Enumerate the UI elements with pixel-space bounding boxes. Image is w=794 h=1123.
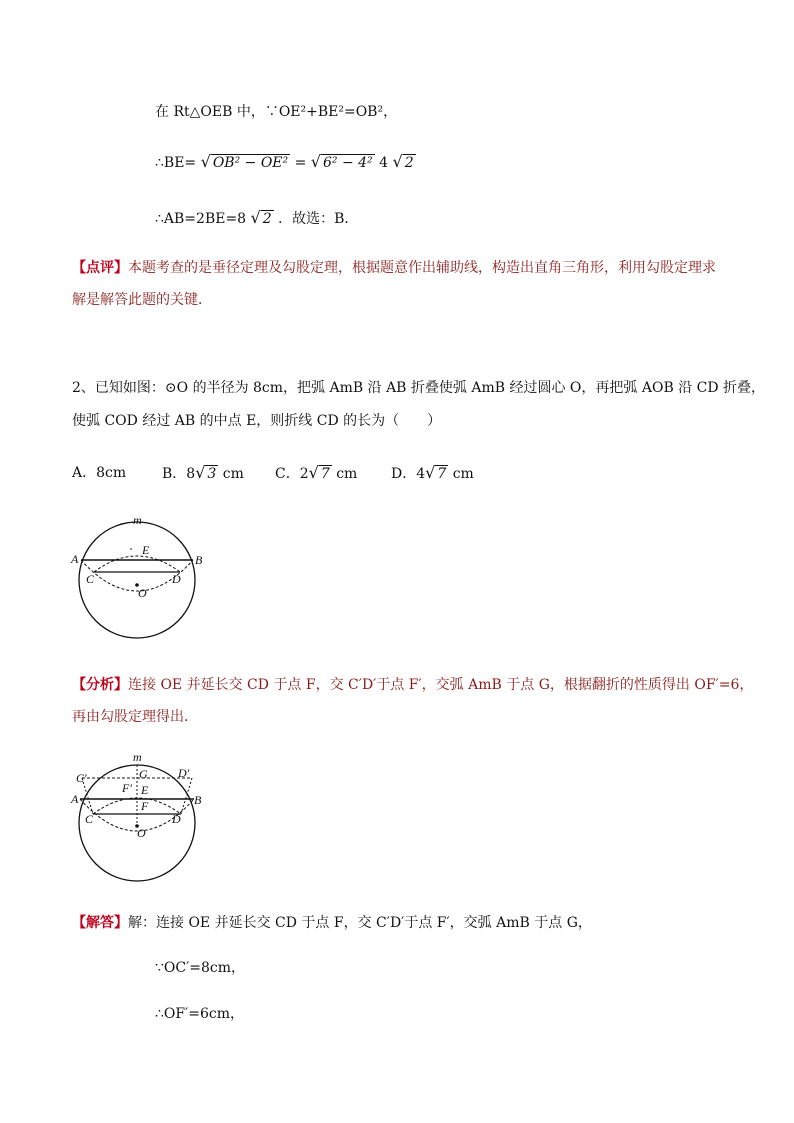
answer-line-3 xyxy=(155,1004,244,1024)
sqrt-ob-oe: √ OB² − OE² xyxy=(200,152,289,171)
comment-line-2 xyxy=(72,290,212,310)
label-f: F xyxy=(141,799,149,813)
be-prefix: ∴BE= xyxy=(155,155,197,171)
solution-line-1 xyxy=(155,102,397,122)
answer-text-2: ∵OC′=8cm， xyxy=(155,960,246,976)
circle-fold-figure-1 xyxy=(68,510,208,645)
answer-tag: 【解答】 xyxy=(72,915,128,931)
analysis-line-1 xyxy=(72,675,753,695)
circle-fold-figure-2 xyxy=(68,748,208,888)
label-c: C xyxy=(86,572,95,586)
label-g: G xyxy=(139,767,148,781)
question-line-1 xyxy=(72,378,765,398)
option-c-rad: 7 xyxy=(320,466,330,482)
option-c-sqrt: √ 7 xyxy=(308,463,330,482)
option-d xyxy=(391,463,474,484)
analysis-line-2 xyxy=(72,707,198,727)
label-c-2: C xyxy=(85,812,94,826)
option-d-prefix: D．4 xyxy=(391,466,426,482)
label-f-prime: F′ xyxy=(122,781,132,795)
solution-line-3 xyxy=(155,208,358,229)
label-d-prime: D′ xyxy=(178,766,190,780)
label-e-2: E xyxy=(141,783,149,797)
option-a xyxy=(72,463,126,483)
option-b-prefix: B．8 xyxy=(162,466,196,482)
ab-prefix: ∴AB=2BE=8 xyxy=(155,211,247,227)
option-c-suffix: cm xyxy=(331,466,358,482)
sqrt-ob-oe-content: OB² − OE² xyxy=(212,155,289,171)
label-d-2: D xyxy=(172,812,181,826)
option-d-rad: 7 xyxy=(437,466,447,482)
answer-text-1: 解：连接 OE 并延长交 CD 于点 F，交 C′D′于点 F′，交弧 AmB 于点 G， xyxy=(128,915,592,931)
sqrt-2-content: 2 xyxy=(404,155,414,171)
sqrt-6-4: √ 6² − 4² xyxy=(310,152,373,171)
option-b-suffix: cm xyxy=(218,466,244,482)
answer-line-2 xyxy=(155,958,245,978)
label-m: m xyxy=(133,513,142,527)
option-b-sqrt: √ 3 xyxy=(195,463,217,482)
label-b: B xyxy=(195,553,203,567)
sqrt-2: √ 2 xyxy=(392,152,414,171)
label-a-2: A xyxy=(71,792,79,806)
be-value: 4 xyxy=(379,155,389,171)
label-d: D xyxy=(172,572,181,586)
analysis-tag: 【分析】 xyxy=(72,677,128,693)
sqrt-2-ab: √ 2 xyxy=(250,208,272,227)
sqrt-6-4-content: 6² − 4² xyxy=(322,155,373,171)
label-m-2: m xyxy=(133,750,142,764)
analysis-text-2: 再由勾股定理得出． xyxy=(72,709,198,725)
option-a-text: A．8cm xyxy=(72,465,127,481)
label-e: E xyxy=(142,543,150,557)
option-b-rad: 3 xyxy=(207,466,217,482)
analysis-text-1: 连接 OE 并延长交 CD 于点 F，交 C′D′于点 F′，交弧 AmB 于点 G，根据翻折的性质得出 OF′=6， xyxy=(128,677,754,693)
answer-text-3: ∴OF′=6cm， xyxy=(155,1006,245,1022)
solution-line-1-text: 在 Rt△OEB 中，∵OE²+BE²=OB²， xyxy=(155,104,398,120)
question-text-2: 使弧 COD 经过 AB 的中点 E，则折线 CD 的长为（ ） xyxy=(72,413,442,429)
sqrt-2-ab-content: 2 xyxy=(262,211,272,227)
label-o: O xyxy=(138,586,147,600)
fold-line-d xyxy=(181,778,192,814)
label-o-2: O xyxy=(137,826,146,840)
question-text-1: 2、已知如图：⊙O 的半径为 8cm，把弧 AmB 沿 AB 折叠使弧 AmB 经过圆心 O，再把弧 AOB 沿 CD 折叠， xyxy=(72,380,766,396)
question-line-2 xyxy=(72,411,441,431)
option-d-sqrt: √ 7 xyxy=(425,463,447,482)
fold-arc-cd xyxy=(94,556,180,572)
ab-suffix: ．故选：B． xyxy=(278,211,359,227)
point-e-dot xyxy=(130,548,132,550)
comment-text-1: 本题考查的是垂径定理及勾股定理，根据题意作出辅助线，构造出直角三角形，利用勾股定理求 xyxy=(128,260,716,276)
comment-line-1 xyxy=(72,258,716,278)
comment-tag: 【点评】 xyxy=(72,260,128,276)
option-c xyxy=(275,463,357,484)
solution-line-2 xyxy=(155,152,416,173)
answer-line-1 xyxy=(72,913,592,933)
option-c-prefix: C．2 xyxy=(275,466,309,482)
equals-sign: = xyxy=(294,155,307,171)
option-b xyxy=(162,463,244,484)
comment-text-2: 解是解答此题的关键． xyxy=(72,292,212,308)
option-d-suffix: cm xyxy=(448,466,474,482)
label-a: A xyxy=(71,552,79,566)
label-c-prime: C′ xyxy=(76,771,87,785)
label-b-2: B xyxy=(194,793,202,807)
